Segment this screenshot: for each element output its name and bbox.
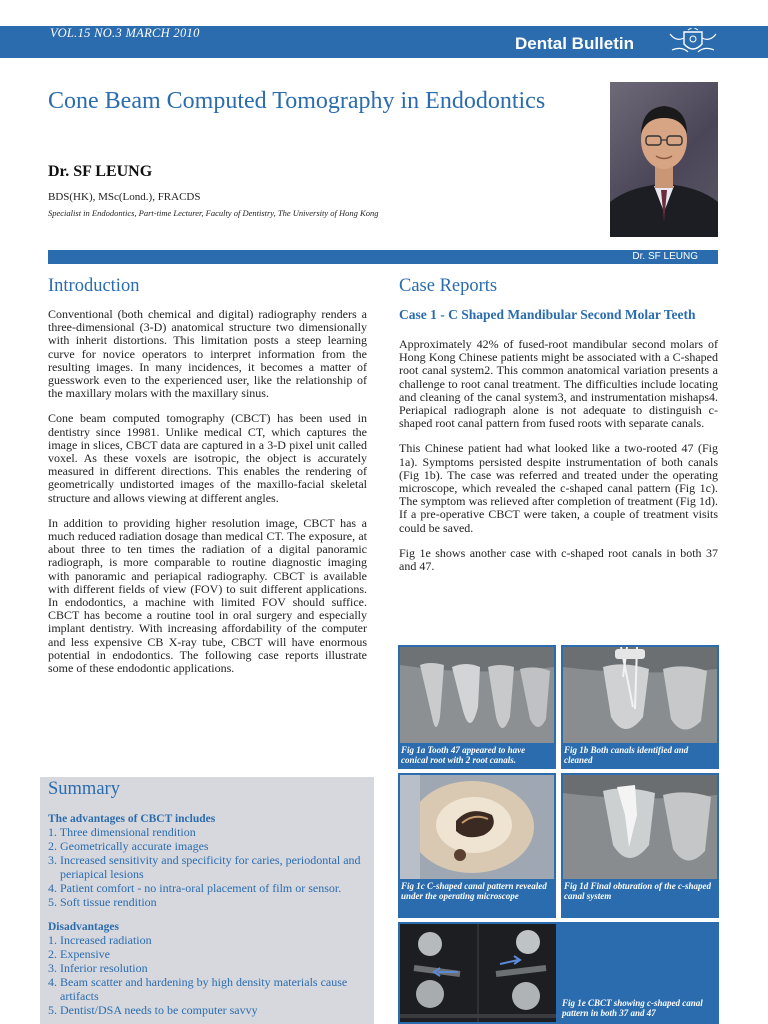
introduction-heading: Introduction bbox=[48, 276, 140, 296]
case-reports-body bbox=[399, 338, 718, 573]
list-item: 3. Inferior resolution bbox=[48, 961, 148, 975]
summary-heading: Summary bbox=[48, 779, 120, 799]
disadvantages-list bbox=[48, 933, 370, 1017]
figure-1e-caption: Fig 1e CBCT showing c-shaped canal pattern in both 37 and 47 bbox=[562, 998, 703, 1018]
author-qualifications: BDS(HK), MSc(Lond.), FRACDS bbox=[48, 191, 201, 203]
list-item: 4. Beam scatter and hardening by high density materials cause artifacts bbox=[48, 975, 348, 1003]
article-title: Cone Beam Computed Tomography in Endodontics bbox=[48, 88, 546, 114]
header-bar bbox=[0, 26, 768, 58]
author-name: Dr. SF LEUNG bbox=[48, 163, 153, 180]
figure-1e bbox=[398, 922, 719, 1024]
figure-1c-caption: Fig 1c C-shaped canal pattern revealed under the operating microscope bbox=[401, 881, 547, 901]
list-item: 5. Soft tissue rendition bbox=[48, 895, 157, 909]
case-reports-heading: Case Reports bbox=[399, 276, 498, 296]
list-item: 4. Patient comfort - no intra-oral placement of film or sensor. bbox=[48, 881, 342, 895]
volume-info: VOL.15 NO.3 MARCH 2010 bbox=[50, 26, 200, 40]
section-divider-bar bbox=[48, 250, 718, 264]
introduction-paragraph-2: Cone beam computed tomography (CBCT) has been used in dentistry since 19981. Unlike medical CT, which captures the image in slices, CBCT data are captured in a 3-D pixel unit called voxel. As these voxels are isotropic, the object is accurately measured in different directions. This enables the rendering of geometrically undistorted images of the maxillo-facial skeletal structure and allows viewing at different angles. bbox=[48, 411, 367, 505]
crest-logo-icon bbox=[664, 28, 722, 58]
case-paragraph-2: This Chinese patient had what looked like a two-rooted 47 (Fig 1a). Symptoms persisted despite instrumentation of both canals (Fig 1b). The case was referred and treated under the operating microscope, which revealed the c-shaped canal pattern (Fig 1c). The symptom was relieved after completion of treatment (Fig 1d). If a pre-operative CBCT were taken, a couple of treatment visits could be saved. bbox=[399, 441, 718, 535]
list-item: 2. Geometrically accurate images bbox=[48, 839, 209, 853]
case-paragraph-1: Approximately 42% of fused-root mandibular second molars of Hong Kong Chinese patients might be associated with a C-shaped root canal system2. This common anatomical variation presents a challenge to root canal treatment. The difficulties include locating and cleaning of the canal system3, and instrumentation mishaps4. Periapical radiograph alone is not adequate to distinguish c-shaped root canal pattern from fused roots with separate canals. bbox=[399, 337, 718, 431]
author-affiliation: Specialist in Endodontics, Part-time Lecturer, Faculty of Dentistry, The University of Hong Kong bbox=[48, 208, 379, 218]
radiograph-1a-image bbox=[400, 647, 554, 743]
introduction-paragraph-1: Conventional (both chemical and digital) radiography renders a three-dimensional (3-D) anatomical structure two dimensionally with inherit distortions. This limitation posts a steep learning curve for novice operators to interpret information from the resulting images. In many incidences, it becomes a matter of guesswork even to the experienced user, like the relationship of the maxillary molars with the maxillary sinus. bbox=[48, 307, 367, 401]
advantages-heading: The advantages of CBCT includes bbox=[48, 813, 216, 825]
figure-1c bbox=[398, 773, 556, 918]
summary-box bbox=[40, 777, 374, 1024]
figure-1d bbox=[561, 773, 719, 918]
case1-title: Case 1 - C Shaped Mandibular Second Molar Teeth bbox=[399, 307, 696, 322]
introduction-paragraph-3: In addition to providing higher resolution image, CBCT has a much reduced radiation dosage than medical CT. The exposure, at about three to ten times the radiation of a digital panoramic radiograph, is more comparable to routine diagnostic imaging with panoramic and periapical radiography. CBCT is available with different fields of view (FOV) to suit different applications. In endodontics, a machine with limited FOV should suffice. CBCT has become a routine tool in oral surgery and especially implant dentistry. With increasing affordability of the computer and less expensive CB X-ray tube, CBCT will have enormous potential in endodontics. The following case reports illustrate some of these endodontic applications. bbox=[48, 515, 367, 676]
figure-1b bbox=[561, 645, 719, 769]
case-paragraph-3: Fig 1e shows another case with c-shaped root canals in both 37 and 47. bbox=[399, 545, 718, 574]
author-photo bbox=[610, 82, 718, 237]
list-item: 1. Increased radiation bbox=[48, 933, 152, 947]
list-item: 5. Dentist/DSA needs to be computer savvy bbox=[48, 1003, 258, 1017]
list-item: 2. Expensive bbox=[48, 947, 110, 961]
cbct-1e-image bbox=[400, 924, 556, 1022]
introduction-body bbox=[48, 308, 367, 675]
list-item: 1. Three dimensional rendition bbox=[48, 825, 196, 839]
figure-1d-caption: Fig 1d Final obturation of the c-shaped canal system bbox=[564, 881, 712, 901]
radiograph-1d-image bbox=[563, 775, 717, 879]
figure-1a-caption: Fig 1a Tooth 47 appeared to have conical root with 2 root canals. bbox=[401, 745, 526, 765]
advantages-list bbox=[48, 825, 370, 909]
photo-caption: Dr. SF LEUNG bbox=[632, 251, 698, 262]
journal-name: Dental Bulletin bbox=[515, 34, 635, 53]
microscope-1c-image bbox=[400, 775, 554, 879]
list-item: 3. Increased sensitivity and specificity for caries, periodontal and periapical lesions bbox=[48, 853, 361, 881]
figure-1b-caption: Fig 1b Both canals identified and cleaned bbox=[564, 745, 689, 765]
radiograph-1b-image bbox=[563, 647, 717, 743]
figure-1a bbox=[398, 645, 556, 769]
disadvantages-heading: Disadvantages bbox=[48, 921, 119, 933]
